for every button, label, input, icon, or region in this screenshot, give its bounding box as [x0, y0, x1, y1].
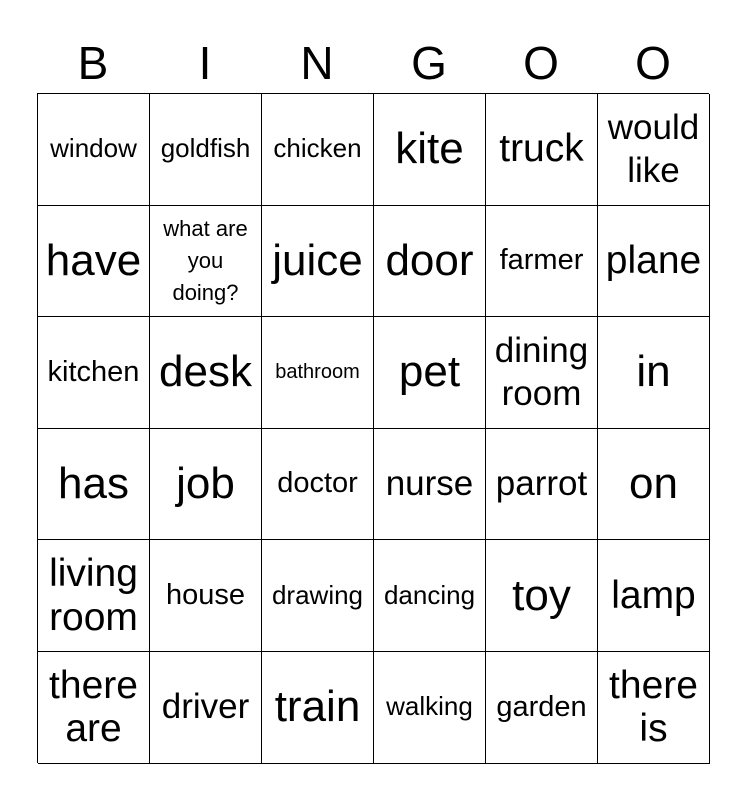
bingo-cell[interactable]: [486, 94, 598, 206]
cell-text: lamp: [611, 573, 696, 617]
bingo-cell[interactable]: [38, 317, 150, 429]
header-letter-b: B: [77, 37, 109, 89]
bingo-cell[interactable]: [262, 540, 374, 652]
bingo-header: [37, 34, 709, 92]
header-letter-n: N: [300, 37, 334, 89]
cell-text: door: [385, 235, 474, 285]
bingo-cell[interactable]: [374, 317, 486, 429]
cell-text: plane: [605, 239, 702, 283]
bingo-cell[interactable]: [598, 317, 710, 429]
bingo-cell[interactable]: [262, 94, 374, 206]
bingo-cell[interactable]: [598, 206, 710, 318]
bingo-cell[interactable]: [486, 540, 598, 652]
cell-text: job: [176, 458, 235, 508]
bingo-cell[interactable]: [374, 652, 486, 764]
bingo-cell[interactable]: [38, 652, 150, 764]
bingo-board: [37, 93, 709, 763]
bingo-cell[interactable]: [374, 94, 486, 206]
bingo-cell[interactable]: [150, 206, 262, 318]
cell-text: kite: [395, 124, 464, 174]
bingo-cell[interactable]: [262, 317, 374, 429]
bingo-cell[interactable]: [486, 317, 598, 429]
cell-text: there are: [49, 663, 138, 751]
cell-text: on: [629, 458, 678, 508]
bingo-cell[interactable]: [598, 429, 710, 541]
cell-text: desk: [159, 347, 252, 397]
cell-text: window: [50, 133, 137, 164]
cell-text: train: [274, 682, 361, 732]
bingo-cell[interactable]: [150, 540, 262, 652]
cell-text: walking: [386, 691, 473, 722]
cell-text: truck: [499, 127, 584, 171]
bingo-cell[interactable]: [262, 429, 374, 541]
bingo-cell[interactable]: [262, 206, 374, 318]
cell-text: in: [636, 347, 671, 397]
bingo-cell[interactable]: [598, 652, 710, 764]
bingo-cell[interactable]: [38, 540, 150, 652]
cell-text: dancing: [383, 579, 476, 610]
cell-text: have: [45, 235, 142, 285]
cell-text: would like: [607, 107, 700, 191]
cell-text: juice: [272, 235, 363, 285]
header-letter-g: G: [411, 37, 447, 89]
bingo-cell[interactable]: [486, 429, 598, 541]
bingo-cell[interactable]: [486, 206, 598, 318]
cell-text: dining room: [494, 330, 589, 414]
cell-text: bathroom: [275, 360, 360, 383]
bingo-cell[interactable]: [150, 429, 262, 541]
bingo-cell[interactable]: [150, 94, 262, 206]
cell-text: drawing: [271, 579, 364, 610]
bingo-cell[interactable]: [374, 429, 486, 541]
cell-text: driver: [161, 687, 250, 727]
bingo-cell[interactable]: [150, 652, 262, 764]
bingo-cell[interactable]: [38, 206, 150, 318]
cell-text: farmer: [499, 244, 584, 277]
cell-text: nurse: [385, 464, 474, 504]
bingo-cell[interactable]: [374, 540, 486, 652]
bingo-cell[interactable]: [262, 652, 374, 764]
bingo-cell[interactable]: [150, 317, 262, 429]
header-letter-o-2: O: [635, 37, 671, 89]
bingo-cell[interactable]: [598, 94, 710, 206]
cell-text: garden: [496, 690, 587, 723]
cell-text: goldfish: [160, 133, 251, 164]
cell-text: chicken: [273, 133, 362, 164]
bingo-cell[interactable]: [374, 206, 486, 318]
cell-text: parrot: [495, 464, 588, 504]
cell-text: doctor: [277, 467, 358, 500]
bingo-cell[interactable]: [38, 94, 150, 206]
cell-text: there is: [609, 663, 698, 751]
cell-text: has: [58, 458, 129, 508]
header-letter-i: I: [198, 37, 212, 89]
cell-text: toy: [512, 570, 571, 620]
cell-text: living room: [49, 552, 138, 639]
cell-text: house: [165, 579, 245, 611]
bingo-cell[interactable]: [598, 540, 710, 652]
header-letter-o: O: [523, 37, 559, 89]
cell-text: kitchen: [47, 355, 140, 388]
bingo-cell[interactable]: [38, 429, 150, 541]
bingo-cell[interactable]: [486, 652, 598, 764]
cell-text: pet: [398, 347, 461, 397]
cell-text: what are you doing?: [163, 216, 248, 305]
